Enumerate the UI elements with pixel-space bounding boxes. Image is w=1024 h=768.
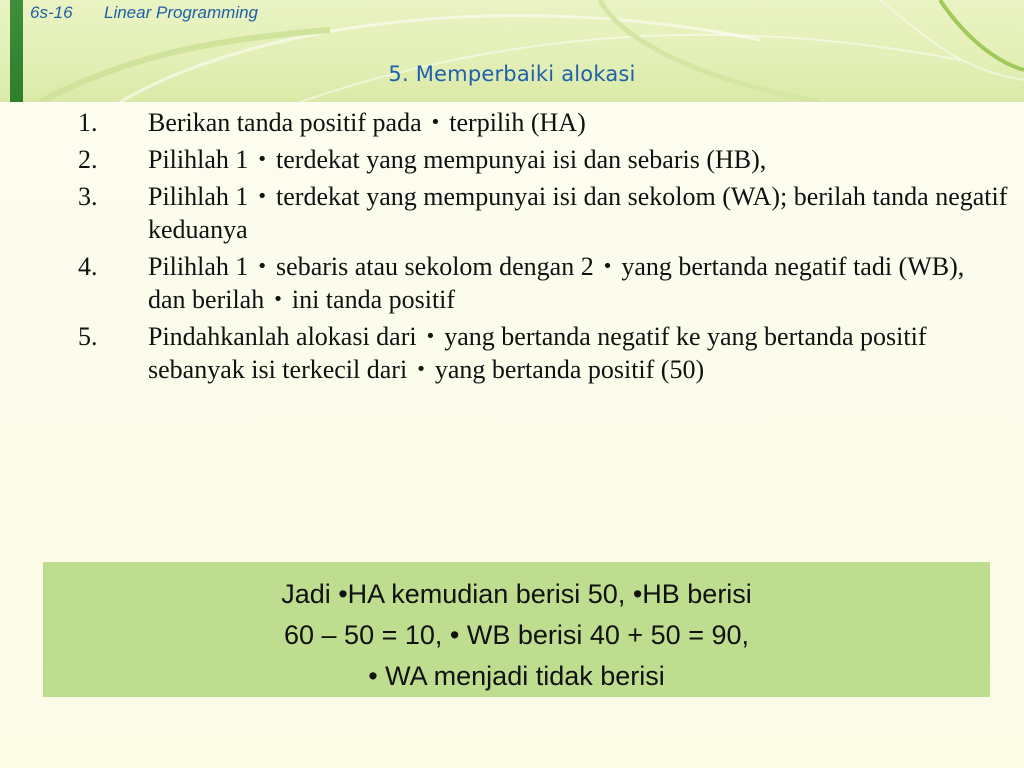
bullet-icon: • — [425, 326, 436, 347]
summary-line: • WA menjadi tidak berisi — [368, 661, 665, 691]
bullet-icon: • — [415, 359, 427, 380]
step-text: yang bertanda negatif ke yang bertanda positif sebanyak isi terkecil dari — [148, 322, 927, 384]
step-text: Berikan tanda positif pada — [148, 108, 422, 137]
list-number: 4. — [78, 252, 98, 281]
bullet-icon: • — [272, 289, 284, 310]
step-text: yang bertanda positif (50) — [434, 355, 705, 384]
bullet-icon: • — [256, 256, 268, 277]
list-number: 3. — [78, 182, 98, 211]
bullet-icon: • — [602, 256, 613, 277]
list-number: 5. — [78, 322, 98, 351]
bullet-icon: • — [256, 149, 268, 170]
bullet-icon: • — [430, 112, 441, 133]
summary-box — [43, 562, 990, 697]
steps-list — [78, 106, 1008, 390]
step-text: Pilihlah 1 — [148, 252, 249, 281]
summary-line: Jadi •HA kemudian berisi 50, •HB berisi — [281, 579, 752, 609]
summary-line: 60 – 50 = 10, • WB berisi 40 + 50 = 90, — [284, 620, 749, 650]
left-accent-bar — [10, 0, 23, 102]
bullet-icon: • — [256, 186, 268, 207]
list-item — [78, 106, 1008, 139]
slide-number: 6s-16 — [30, 3, 73, 22]
course-title: Linear Programming — [104, 3, 259, 22]
step-text: Pilihlah 1 — [148, 145, 249, 174]
step-text: yang bertanda negatif tadi (WB), dan berilah — [148, 252, 965, 314]
list-item — [78, 180, 1008, 246]
list-number: 1. — [78, 108, 98, 137]
step-text: Pindahkanlah alokasi dari — [148, 322, 417, 351]
header-band — [0, 0, 1024, 102]
slide-title: 5. Memperbaiki alokasi — [388, 62, 636, 86]
step-text: ini tanda positif — [291, 285, 456, 314]
list-item — [78, 250, 1008, 316]
step-text: Pilihlah 1 — [148, 182, 249, 211]
step-text: terpilih (HA) — [449, 108, 586, 137]
list-item — [78, 143, 1008, 176]
step-text: sebaris atau sekolom dengan 2 — [276, 252, 594, 281]
step-text: terdekat yang mempunyai isi dan sebaris (HB), — [276, 145, 767, 174]
step-text: terdekat yang mempunyai isi dan sekolom (WA); berilah tanda negatif keduanya — [148, 182, 1008, 244]
list-number: 2. — [78, 145, 98, 174]
list-item — [78, 320, 1008, 386]
